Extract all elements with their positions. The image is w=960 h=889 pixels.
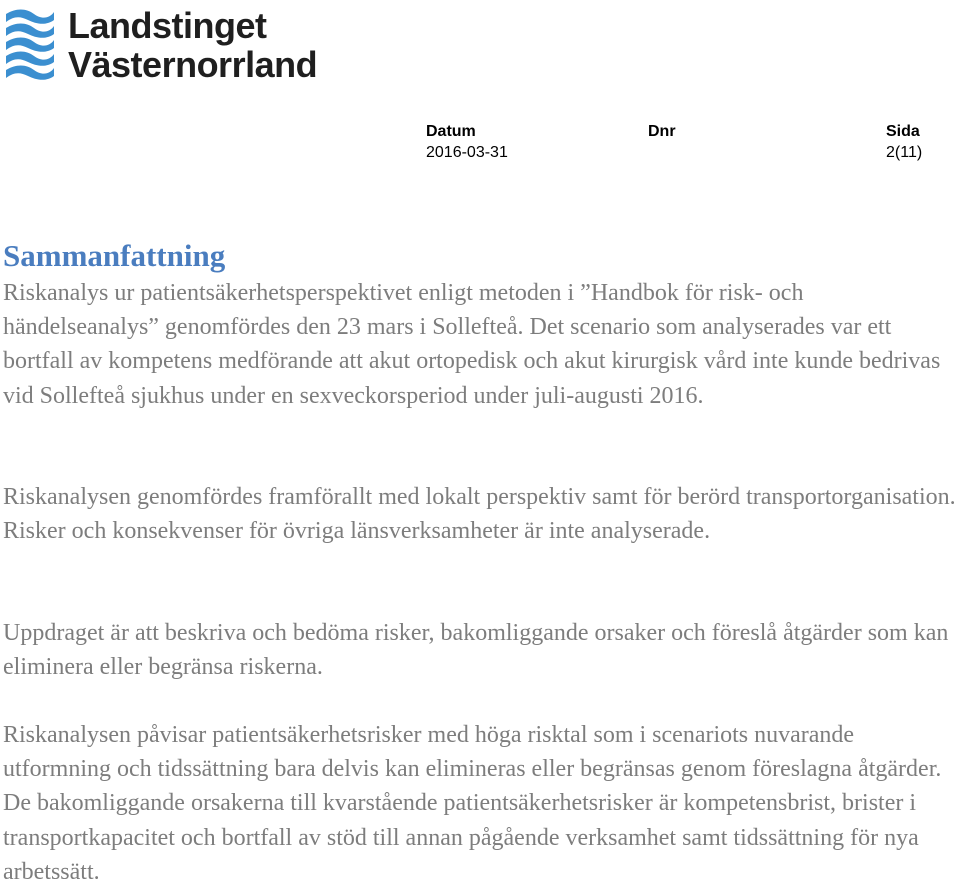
- date-label: Datum: [426, 123, 476, 140]
- date-field: [426, 122, 508, 164]
- logo-text-line2: Västernorrland: [68, 44, 318, 85]
- logo-text-line1: Landstinget: [68, 5, 267, 46]
- date-value: 2016-03-31: [426, 144, 508, 161]
- dnr-field: [648, 122, 676, 142]
- section-heading: Sammanfattning: [3, 238, 226, 273]
- summary-paragraph-1: Riskanalys ur patientsäkerhetsperspektivet enligt metoden i ”Handbok för risk- och händelseanalys” genomfördes den 23 mars i Sollefteå. Det scenario som analyserades var ett bortfall av kompetens medförande att akut ortopedisk och akut kirurgisk vård inte kunde bedrivas vid Sollefteå sjukhus under en sexveckorsperiod under juli-augusti 2016.: [3, 280, 941, 409]
- summary-paragraph-2: Riskanalysen genomfördes framförallt med lokalt perspektiv samt för berörd transportorganisation. Risker och konsekvenser för övriga länsverksamheter är inte analyserade.: [3, 484, 956, 545]
- dnr-label: Dnr: [648, 123, 676, 140]
- wave-logo-icon: [2, 6, 58, 84]
- summary-paragraph-3: Uppdraget är att beskriva och bedöma risker, bakomliggande orsaker och föreslå åtgärder som kan eliminera eller begränsa riskerna.: [3, 620, 949, 681]
- summary-paragraph-4: Riskanalysen påvisar patientsäkerhetsrisker med höga risktal som i scenariots nuvarande utformning och tidssättning bara delvis kan elimineras eller begränsas genom föreslagna åtgärder. De bakomliggande orsakerna till kvarstående patientsäkerhetsrisker är kompetensbrist, brister i transportkapacitet och bortfall av stöd till annan pågående verksamhet samt tidssättning för nya arbetssätt.: [3, 722, 942, 885]
- page-number-field: [886, 122, 922, 164]
- page-value: 2(11): [886, 144, 923, 161]
- organization-logo: [2, 4, 332, 86]
- page-label: Sida: [886, 123, 920, 140]
